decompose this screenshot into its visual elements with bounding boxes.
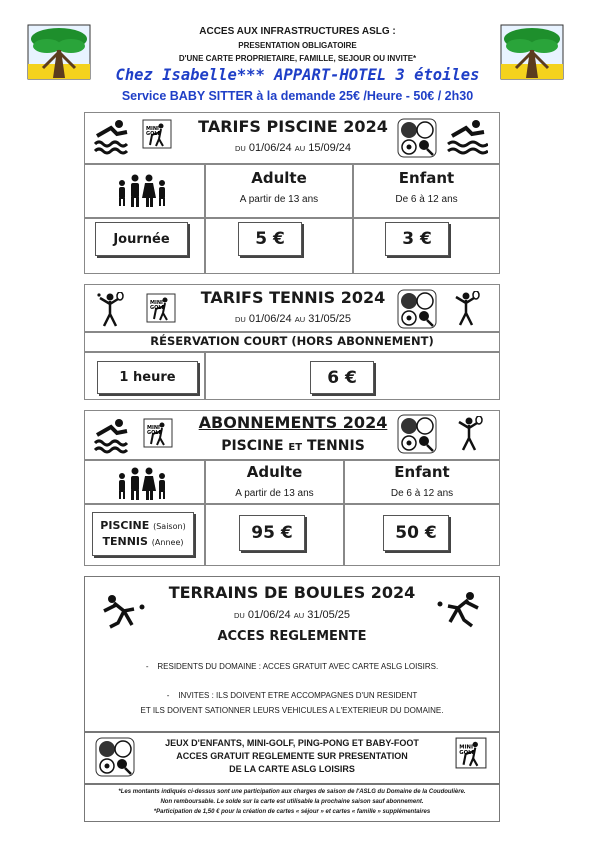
boules-acces: ACCES REGLEMENTE <box>217 629 367 644</box>
swimmer-icon <box>93 417 131 455</box>
swimmer-icon <box>446 118 488 156</box>
boules-rule1: - RESIDENTS DU DOMAINE : ACCES GRATUIT AVEC CARTE ASLG LOISIRS. <box>145 662 439 671</box>
piscine-child-sub: De 6 à 12 ans <box>395 194 458 205</box>
swimmer-icon <box>93 118 131 156</box>
mini-golf-icon <box>143 418 173 448</box>
tennis-player-icon <box>96 292 124 328</box>
sports-balls-icon <box>397 118 437 158</box>
svg-text:MINI: MINI <box>459 744 474 751</box>
footnote-3: *Participation de 1,50 € pour la création de cartes « séjour » et cartes « famille » supplémentaires <box>153 809 431 815</box>
tennis-price: 6 € <box>310 361 374 394</box>
abonnements-adult-label: Adulte <box>246 463 303 481</box>
tennis-reservation: RÉSERVATION COURT (HORS ABONNEMENT) <box>150 334 434 348</box>
sports-balls-icon <box>397 414 437 454</box>
family-icon <box>114 174 170 208</box>
petanque-player-icon <box>98 593 146 629</box>
footnote-2: Non remboursable. Le solde sur la carte est utilisable la prochaine saison sauf abonnement. <box>160 799 424 805</box>
header-line1: ACCES AUX INFRASTRUCTURES ASLG : <box>199 26 396 37</box>
abonnements-title: ABONNEMENTS 2024 <box>198 413 388 432</box>
boules-rule2b: ET ILS DOIVENT SATIONNER LEURS VEHICULES A L'EXTERIEUR DU DOMAINE. <box>140 706 444 715</box>
header-line2: PRESENTATION OBLIGATOIRE <box>238 41 357 50</box>
svg-text:GOLF: GOLF <box>146 131 161 137</box>
boules-rule2a: - INVITES : ILS DOIVENT ETRE ACCOMPAGNES D'UN RESIDENT <box>166 691 418 700</box>
piscine-child-label: Enfant <box>398 169 455 187</box>
piscine-row-label: Journée <box>95 222 188 256</box>
abonnements-adult-price: 95 € <box>239 515 305 551</box>
svg-text:GOLF: GOLF <box>150 305 165 311</box>
jeux-line3: DE LA CARTE ASLG LOISIRS <box>229 764 355 774</box>
sports-balls-icon <box>94 737 136 777</box>
abonnements-child-sub: De 6 à 12 ans <box>390 488 454 499</box>
tennis-player-icon <box>455 416 483 452</box>
boules-dates: DU 01/06/24 AU 31/05/25 <box>233 609 351 621</box>
piscine-adult-price: 5 € <box>238 222 302 256</box>
hotel-name: Chez Isabelle*** APPART-HOTEL 3 étoiles <box>115 66 480 84</box>
abonnements-adult-sub: A partir de 13 ans <box>235 488 314 499</box>
svg-text:MINI: MINI <box>150 300 163 306</box>
svg-text:MINI: MINI <box>147 425 160 431</box>
tennis-dates: DU 01/06/24 AU 31/05/25 <box>234 313 352 325</box>
mini-golf-icon <box>455 737 487 769</box>
jeux-line2: ACCES GRATUIT REGLEMENTE SUR PRESENTATION <box>176 751 408 761</box>
abonnements-child-price: 50 € <box>383 515 449 551</box>
sports-balls-icon <box>397 289 437 329</box>
piscine-adult-label: Adulte <box>251 169 307 187</box>
tennis-title: TARIFS TENNIS 2024 <box>200 288 386 307</box>
mini-golf-icon <box>142 119 172 149</box>
babysitter-service: Service BABY SITTER à la demande 25€ /Heure - 50€ / 2h30 <box>121 89 474 103</box>
piscine-adult-sub: A partir de 13 ans <box>239 194 319 205</box>
piscine-dates: DU 01/06/24 AU 15/09/24 <box>234 142 352 154</box>
piscine-title: TARIFS PISCINE 2024 <box>198 117 388 136</box>
svg-text:GOLF: GOLF <box>459 750 476 757</box>
mini-golf-icon <box>146 293 176 323</box>
tennis-player-icon <box>452 291 480 327</box>
family-icon <box>114 467 170 501</box>
tennis-row-label: 1 heure <box>97 361 198 394</box>
svg-text:MINI: MINI <box>146 126 159 132</box>
footnote-1: *Les montants indiqués ci-dessus sont une participation aux charges de saison de l'ASLG du Domaine de la Coudoulière. <box>118 789 466 795</box>
svg-text:GOLF: GOLF <box>147 430 162 436</box>
abonnements-row-label: PISCINE (Saison) TENNIS (Annee) <box>92 512 194 556</box>
boules-title: TERRAINS DE BOULES 2024 <box>168 583 416 602</box>
abonnements-subtitle: PISCINE ET TENNIS <box>221 438 365 454</box>
piscine-child-price: 3 € <box>385 222 449 256</box>
header-line3: D'UNE CARTE PROPRIETAIRE, FAMILLE, SEJOUR OU INVITE* <box>178 54 417 63</box>
jeux-line1: JEUX D'ENFANTS, MINI-GOLF, PING-PONG ET BABY-FOOT <box>165 738 419 748</box>
abonnements-child-label: Enfant <box>394 463 450 481</box>
